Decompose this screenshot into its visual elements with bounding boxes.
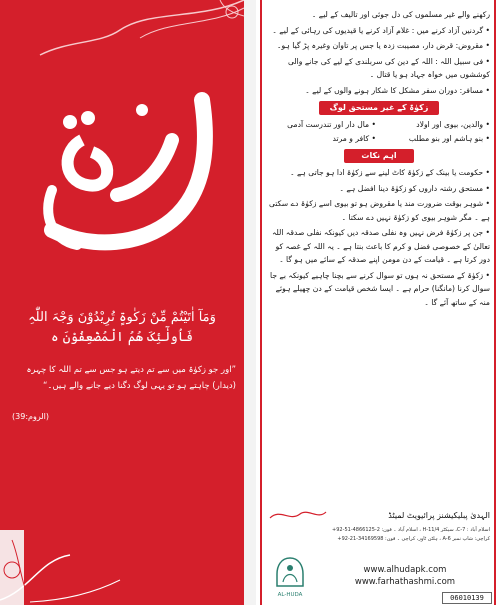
list-item: • مال دار اور تندرست آدمی — [287, 120, 376, 129]
verse-reference: (الروم:39) — [12, 412, 50, 421]
non-eligible-col-left — [268, 118, 376, 145]
publisher-row — [268, 506, 490, 524]
corner-ornament-top-icon — [0, 0, 244, 60]
list-item: • والدین، بیوی اور اولاد — [416, 120, 490, 129]
fold-divider — [244, 0, 256, 605]
verse-line-2: فَاُولٰٓئِکَ ھُمُ الْمُضْعِفُوْنَ ہ — [51, 330, 193, 345]
section-title-non-eligible: زکوٰۃ کے غیر مستحق لوگ — [319, 101, 439, 115]
contact-line: کراچی: شاپ نمبر A-6 ، ہلٹن ٹاور، کراچی ۔ فون: 34169598-21-92+ — [337, 536, 490, 542]
website-link[interactable]: www.alhudapk.com — [363, 565, 447, 575]
publisher-name: الہدیٰ پبلیکیشنز پرائیویٹ لمیٹڈ — [388, 510, 490, 520]
intro-line: • فی سبیل اللہ : اللہ کے دین کی سربلندی کے لیے کی جانے والی کوششوں میں خواہ جہاد ہو یا قتال ۔ — [287, 56, 490, 79]
point-item: • جن پر زکوٰۃ فرض نہیں وہ نفلی صدقہ دیں کیونکہ نفلی صدقہ اللہ تعالیٰ کے خصوصی فضل و کرم کا باعث بنتا ہے ۔ یہ اللہ کے غصہ کو دور کرتا ہے ۔ قیامت کے دن مومن اپنے صدقہ کے سائے میں ہو گا ۔ — [272, 228, 490, 264]
non-eligible-list — [268, 118, 490, 145]
quran-verse — [8, 308, 236, 348]
intro-line: • گردنیں آزاد کرنے میں : غلام آزاد کرنے یا قیدیوں کی رہائی کے لیے ۔ — [272, 25, 490, 35]
point-item: • شوہر بوقت ضرورت مند یا مقروض ہو تو بیوی اسے زکوٰۃ دے سکتی ہے ۔ مگر شوہر بیوی کو زکوٰۃ نہیں دے سکتا ۔ — [268, 199, 490, 222]
intro-line: رکھنے والے غیر مسلموں کی دل جوئی اور تالیف کے لیے ۔ — [311, 10, 490, 19]
section-title-key-points: اہم نکات — [344, 149, 414, 163]
list-item: • بنو ہاشم اور بنو مطلب — [408, 133, 490, 143]
front-panel — [0, 0, 244, 605]
alhuda-logo-icon — [273, 556, 307, 588]
panel-body — [268, 8, 490, 309]
logo-label: AL-HUDA — [277, 592, 303, 598]
list-item: • کافر و مرتد — [332, 133, 376, 143]
websites — [320, 564, 490, 588]
website-link[interactable]: www.farhathashmi.com — [354, 577, 456, 587]
point-item: • حکومت یا بینک کے زکوٰۃ کاٹ لینے سے زکوٰۃ ادا ہو جاتی ہے ۔ — [290, 168, 490, 177]
point-item: • زکوٰۃ کے مستحق نہ ہوں تو سوال کرنے سے بچنا چاہیے کیونکہ بے جا سوال کرنا (مانگنا) حرام ہے ۔ ایسا شخص قیامت کے دن چھیلے ہوئے منہ کے ساتھ آئے گا ۔ — [270, 270, 490, 307]
corner-ornament-bottom-icon — [0, 530, 244, 605]
contact-info — [268, 526, 490, 544]
back-panel — [256, 0, 500, 605]
alhuda-logo — [270, 556, 310, 600]
verse-line-1: وَمَآ اٰتَیْتُمْ مِّنْ زَکٰوۃٍ تُرِیْدُوْنَ وَجْہَ اللّٰہِ — [28, 310, 216, 325]
non-eligible-col-right — [382, 118, 490, 145]
product-code: 06010139 — [442, 592, 492, 604]
verse-translation: ”اور جو زکوٰۃ میں سے تم دیتے ہو جس سے تم اللہ کا چہرہ (دیدار) چاہتے ہو تو یہی لوگ دگنا دیے جانے والے ہیں۔“ — [26, 365, 236, 391]
intro-line: • مقروض: قرض دار، مصیبت زدہ یا جس پر تاوان وغیرہ پڑ گیا ہو۔ — [277, 41, 490, 50]
point-item: • مستحق رشتہ داروں کو زکوٰۃ دینا افضل ہے ۔ — [339, 183, 490, 193]
contact-line: اسلام آباد : 7-C، سیکٹر H-11/4 ، اسلام آباد ۔ فون: 2-4866125-51-92+ — [332, 527, 490, 533]
intro-line: • مسافر: دوران سفر مشکل کا شکار ہونے والوں کے لیے ۔ — [305, 85, 490, 95]
swirl-ornament-icon — [268, 506, 328, 524]
